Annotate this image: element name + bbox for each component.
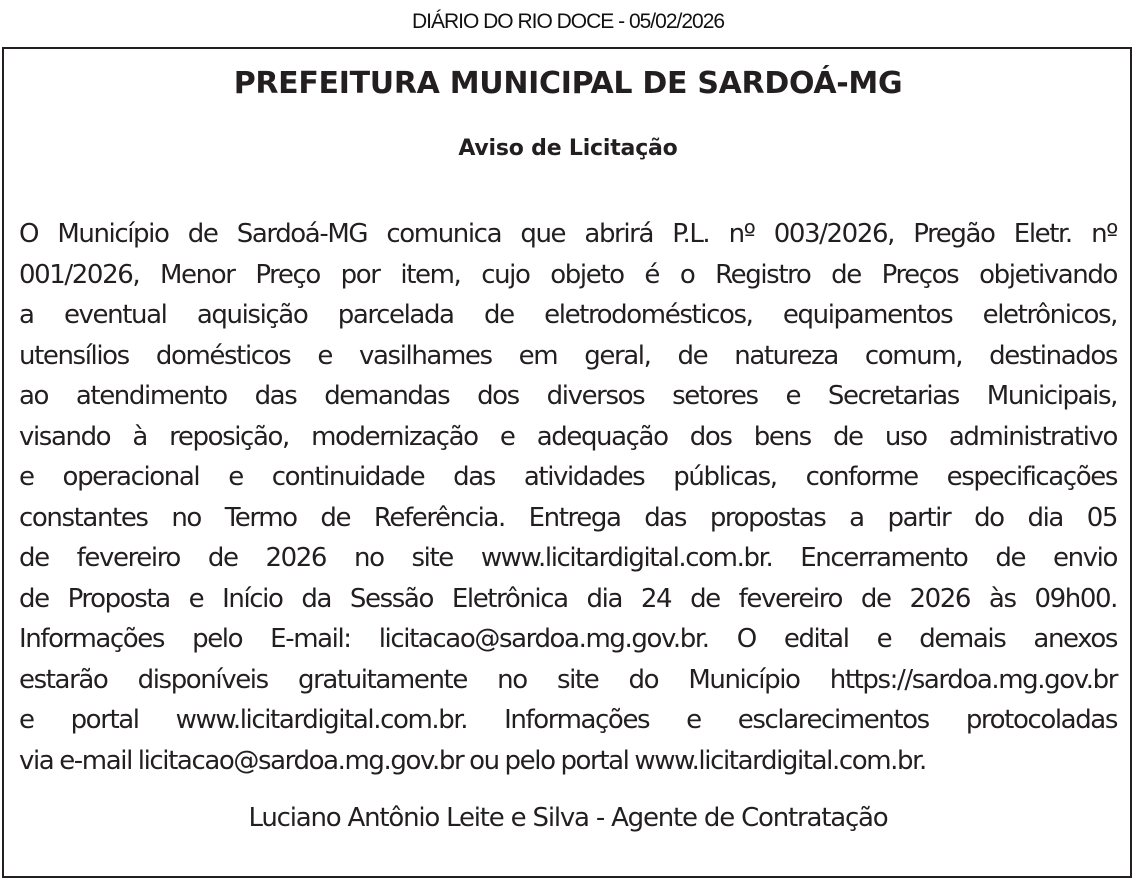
notice-title: PREFEITURA MUNICIPAL DE SARDOÁ-MG xyxy=(233,66,903,101)
body-line: de Proposta e Início da Sessão Eletrônica dia 24 de fevereiro de 2026 às 09h00. xyxy=(19,583,1117,614)
notice-body xyxy=(19,214,1117,781)
publication-header: DIÁRIO DO RIO DOCE - 05/02/2026 xyxy=(411,10,725,33)
body-line: visando à reposição, modernização e adequação dos bens de uso administrativo xyxy=(19,421,1117,452)
body-line: constantes no Termo de Referência. Entrega das propostas a partir do dia 05 xyxy=(19,502,1117,533)
signature-line: Luciano Antônio Leite e Silva - Agente de Contratação xyxy=(248,803,888,833)
body-line: e portal www.licitardigital.com.br. Informações e esclarecimentos protocoladas xyxy=(19,705,1117,735)
body-line: de fevereiro de 2026 no site www.licitardigital.com.br. Encerramento de envio xyxy=(19,543,1117,573)
body-line: via e-mail licitacao@sardoa.mg.gov.br ou pelo portal www.licitardigital.com.br. xyxy=(19,745,926,776)
notice-subtitle: Aviso de Licitação xyxy=(458,136,678,161)
body-line: a eventual aquisição parcelada de eletrodomésticos, equipamentos eletrônicos, xyxy=(19,300,1117,330)
body-line: 001/2026, Menor Preço por item, cujo objeto é o Registro de Preços objetivando xyxy=(19,259,1117,290)
body-line: ao atendimento das demandas dos diversos setores e Secretarias Municipais, xyxy=(19,381,1117,411)
body-line: O Município de Sardoá-MG comunica que abrirá P.L. nº 003/2026, Pregão Eletr. nº xyxy=(19,219,1117,249)
body-line: estarão disponíveis gratuitamente no site do Município https://sardoa.mg.gov.br xyxy=(19,664,1117,695)
body-line: utensílios domésticos e vasilhames em geral, de natureza comum, destinados xyxy=(19,340,1117,371)
body-line: e operacional e continuidade das atividades públicas, conforme especificações xyxy=(19,462,1117,492)
body-line: Informações pelo E-mail: licitacao@sardoa.mg.gov.br. O edital e demais anexos xyxy=(19,624,1117,654)
